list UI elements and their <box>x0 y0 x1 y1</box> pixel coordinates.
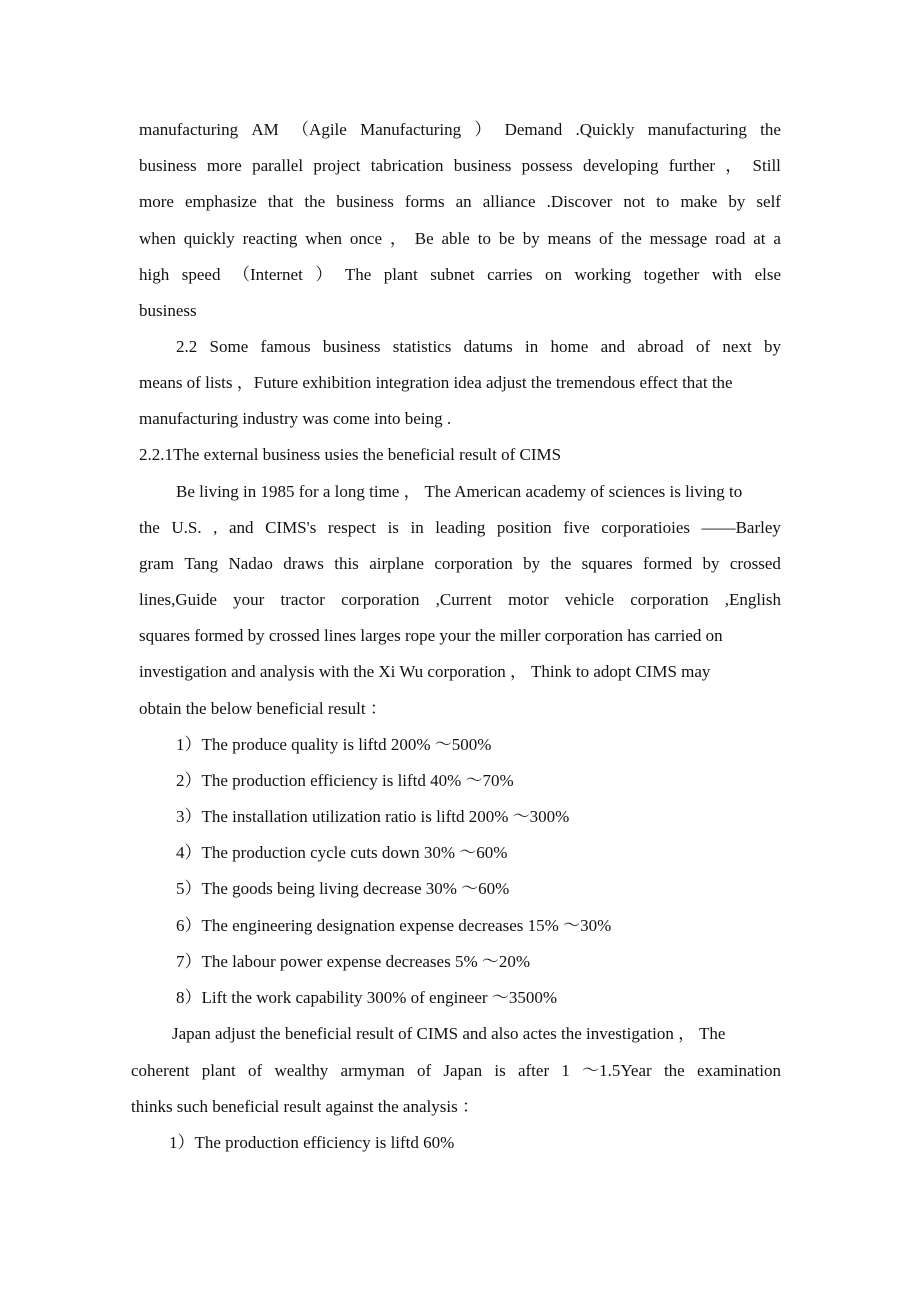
word: （Agile <box>292 120 347 139</box>
word: business <box>139 156 197 175</box>
word: is <box>494 1061 506 1080</box>
word: when <box>139 229 176 248</box>
word: in <box>410 518 424 537</box>
word: with <box>711 265 743 284</box>
word: and <box>600 337 626 356</box>
word: 2.2 <box>176 337 198 356</box>
word: by <box>523 554 541 573</box>
list-item: 7）The labour power expense decreases 5% ～20% <box>176 952 531 971</box>
list-item: 4）The production cycle cuts down 30% ～60% <box>176 843 508 862</box>
word: ） <box>315 265 333 284</box>
word: message <box>649 229 708 248</box>
word: respect <box>327 518 377 537</box>
word: squares <box>581 554 633 573</box>
word: tractor <box>280 590 325 609</box>
word: the <box>139 518 160 537</box>
word: Manufacturing <box>360 120 462 139</box>
section-heading: 2.2.1The external business usies the beneficial result of CIMS <box>139 445 562 464</box>
word: further <box>668 156 716 175</box>
paragraph-line: squares formed by crossed lines larges rope your the miller corporation has carried on <box>139 626 723 645</box>
word: self <box>756 192 781 211</box>
paragraph-line: means of lists ，Future exhibition integration idea adjust the tremendous effect that the <box>139 373 733 392</box>
paragraph-line: business <box>139 301 197 320</box>
word: of <box>248 1061 263 1080</box>
word: coherent <box>131 1061 190 1080</box>
word: position <box>496 518 552 537</box>
word: Tang <box>184 554 219 573</box>
word: after <box>517 1061 550 1080</box>
word: to <box>477 229 491 248</box>
word: CIMS's <box>265 518 317 537</box>
paragraph-line <box>139 155 781 177</box>
word: your <box>233 590 265 609</box>
word: and <box>228 518 254 537</box>
word: corporation <box>341 590 420 609</box>
word: , <box>213 518 218 537</box>
word: in <box>525 337 539 356</box>
word: corporation <box>630 590 709 609</box>
word: manufacturing <box>647 120 747 139</box>
word: （Internet <box>232 265 303 284</box>
word: of <box>416 1061 432 1080</box>
word: a <box>773 229 781 248</box>
word: the <box>550 554 572 573</box>
paragraph-line <box>139 517 781 539</box>
paragraph-line <box>139 589 781 611</box>
word: datums <box>463 337 513 356</box>
word: ,Current <box>435 590 492 609</box>
word: together <box>643 265 700 284</box>
word: corporatioies <box>601 518 690 537</box>
word: plant <box>383 265 418 284</box>
word: ） <box>474 120 492 139</box>
word: reacting <box>242 229 298 248</box>
word: by <box>522 229 540 248</box>
word: project <box>313 156 361 175</box>
word: business <box>322 337 381 356</box>
word: quickly <box>183 229 235 248</box>
word: high <box>139 265 170 284</box>
word: Still <box>752 156 781 175</box>
word: Japan <box>443 1061 483 1080</box>
word: vehicle <box>564 590 614 609</box>
word: at <box>753 229 766 248</box>
word: statistics <box>392 337 452 356</box>
word: manufacturing <box>139 120 239 139</box>
word: Some <box>209 337 249 356</box>
word: be <box>498 229 515 248</box>
word: make <box>680 192 718 211</box>
list-item: 6）The engineering designation expense decreases 15% ～30% <box>176 916 612 935</box>
word: working <box>574 265 632 284</box>
word: ——Barley <box>701 518 781 537</box>
word: by <box>763 337 781 356</box>
paragraph-line <box>139 119 781 141</box>
word: .Discover <box>546 192 613 211</box>
word: business <box>453 156 512 175</box>
word: ～1.5Year <box>582 1061 652 1080</box>
word: by <box>702 554 720 573</box>
word: 1 <box>561 1061 570 1080</box>
paragraph-line: Japan adjust the beneficial result of CIMS and also actes the investigation ， The <box>172 1024 726 1043</box>
word: means <box>547 229 592 248</box>
word: able <box>441 229 470 248</box>
word: subnet <box>430 265 475 284</box>
word: when <box>305 229 343 248</box>
word: draws <box>283 554 324 573</box>
paragraph-line <box>176 336 781 358</box>
word: famous <box>260 337 311 356</box>
word: home <box>550 337 589 356</box>
list-item: 5）The goods being living decrease 30% ～60% <box>176 879 510 898</box>
paragraph-line: Be living in 1985 for a long time ， The American academy of sciences is living to <box>176 482 743 501</box>
word: abroad <box>637 337 684 356</box>
word: this <box>334 554 359 573</box>
word: the <box>760 120 781 139</box>
word: emphasize <box>185 192 257 211</box>
word: crossed <box>729 554 781 573</box>
word: that <box>267 192 294 211</box>
word: forms <box>404 192 445 211</box>
word: Be <box>414 229 434 248</box>
word: else <box>754 265 781 284</box>
word: the <box>663 1061 685 1080</box>
word: carries <box>487 265 533 284</box>
word: the <box>304 192 326 211</box>
word: examination <box>696 1061 781 1080</box>
word: business <box>336 192 394 211</box>
word: leading <box>435 518 486 537</box>
word: tabrication <box>370 156 444 175</box>
word: gram <box>139 554 174 573</box>
paragraph-line: investigation and analysis with the Xi Wu corporation ， Think to adopt CIMS may <box>139 662 711 681</box>
word: is <box>387 518 399 537</box>
word: on <box>544 265 562 284</box>
word: possess <box>521 156 573 175</box>
word: an <box>455 192 472 211</box>
word: parallel <box>252 156 304 175</box>
list-item: 1）The produce quality is liftd 200% ～500% <box>176 735 492 754</box>
list-item: 1）The production efficiency is liftd 60% <box>169 1133 455 1152</box>
paragraph-line <box>139 264 781 286</box>
word: once <box>349 229 382 248</box>
word: The <box>344 265 372 284</box>
word: more <box>206 156 242 175</box>
word: U.S. <box>171 518 202 537</box>
word: of <box>695 337 711 356</box>
list-item: 8）Lift the work capability 300% of engineer ～3500% <box>176 988 557 1007</box>
word: wealthy <box>274 1061 329 1080</box>
word: armyman <box>340 1061 405 1080</box>
word: plant <box>201 1061 236 1080</box>
list-item: 2）The production efficiency is liftd 40% ～70% <box>176 771 514 790</box>
paragraph-line: manufacturing industry was come into being . <box>139 409 452 428</box>
paragraph-line: obtain the below beneficial result ： <box>139 699 387 718</box>
word: not <box>623 192 646 211</box>
word: Nadao <box>228 554 273 573</box>
word: ,English <box>724 590 781 609</box>
list-item: 3）The installation utilization ratio is liftd 200% ～300% <box>176 807 570 826</box>
word: Demand <box>504 120 563 139</box>
word: of <box>598 229 614 248</box>
word: next <box>722 337 752 356</box>
word: road <box>715 229 746 248</box>
word: motor <box>508 590 549 609</box>
paragraph-line <box>131 1060 781 1082</box>
word: five <box>563 518 590 537</box>
word: formed <box>643 554 693 573</box>
paragraph-line <box>139 553 781 575</box>
word: speed <box>181 265 221 284</box>
paragraph-line <box>139 228 781 250</box>
word: alliance <box>482 192 536 211</box>
word: ， <box>389 229 407 248</box>
word: more <box>139 192 174 211</box>
word: by <box>728 192 746 211</box>
word: .Quickly <box>575 120 635 139</box>
paragraph-line: thinks such beneficial result against the analysis ： <box>131 1097 479 1116</box>
word: developing <box>582 156 659 175</box>
paragraph-line <box>139 191 781 213</box>
word: corporation <box>434 554 513 573</box>
word: airplane <box>369 554 424 573</box>
word: the <box>620 229 642 248</box>
word: AM <box>251 120 279 139</box>
word: to <box>656 192 670 211</box>
word: lines,Guide <box>139 590 217 609</box>
word: ， <box>725 156 743 175</box>
